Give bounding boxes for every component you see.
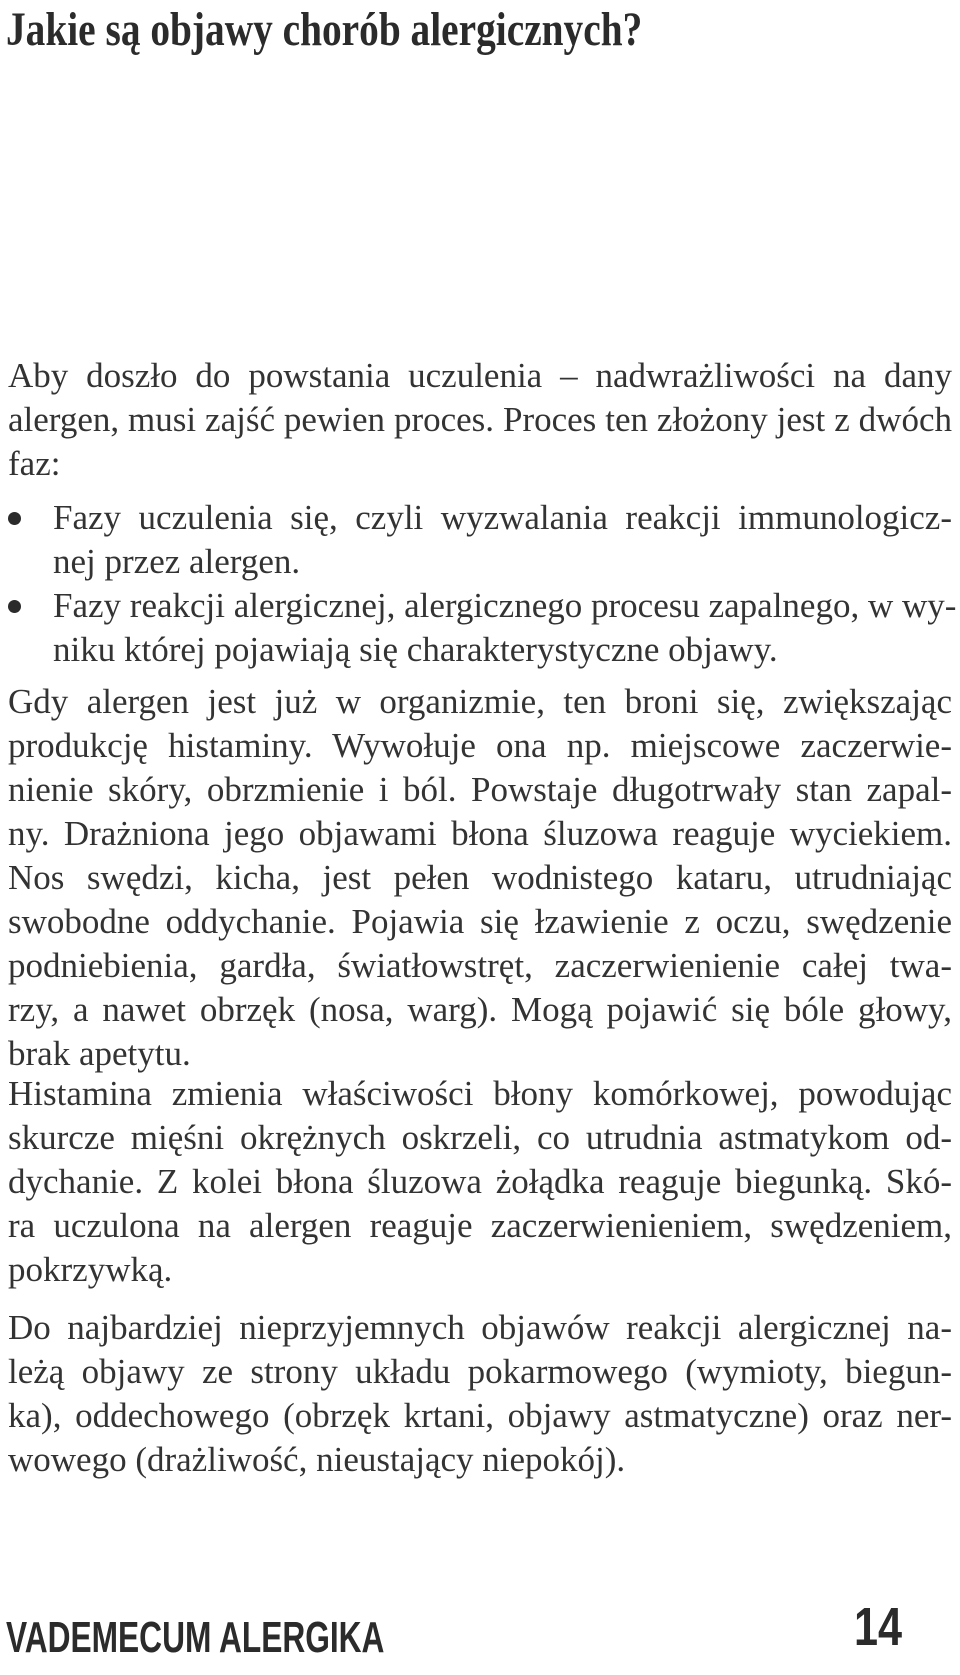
list-item — [8, 584, 957, 672]
histamine-paragraph — [8, 1072, 952, 1292]
bullet-icon — [8, 512, 21, 525]
footer-brand: VADEMECUM ALERGIKA — [6, 1613, 385, 1662]
text-line: Gdy alergen jest już w organizmie, ten broni się, zwiększając — [8, 682, 952, 721]
text-line: nienie skóry, obrzmienie i ból. Powstaje długotrwały stan zapal- — [8, 770, 952, 809]
text-line: leżą objawy ze strony układu pokarmowego (wymioty, biegun- — [8, 1352, 952, 1391]
text-line: rzy, a nawet obrzęk (nosa, warg). Mogą pojawić się bóle głowy, — [8, 990, 952, 1029]
symptoms-paragraph — [8, 680, 952, 1076]
list-item-text: Fazy uczulenia się, czyli wyzwalania reakcji immunologicz- — [53, 498, 952, 537]
text-line — [8, 584, 957, 628]
list-item-text: Fazy reakcji alergicznej, alergicznego procesu zapalnego, w wy- — [53, 586, 957, 625]
list-item — [8, 496, 952, 584]
text-line: brak apetytu. — [8, 1034, 191, 1073]
text-line — [8, 496, 952, 540]
text-line: skurcze mięśni okrężnych oskrzeli, co utrudnia astmatykom od- — [8, 1118, 952, 1157]
text-line: Histamina zmienia właściwości błony komórkowej, powodując — [8, 1074, 952, 1113]
page-title: Jakie są objawy chorób alergicznych? — [6, 3, 643, 56]
text-line: Nos swędzi, kicha, jest pełen wodnistego kataru, utrudniając — [8, 858, 952, 897]
text-line: pokrzywką. — [8, 1250, 173, 1289]
text-line: Aby doszło do powstania uczulenia – nadwrażliwości na dany — [8, 356, 952, 395]
text-line: alergen, musi zajść pewien proces. Proces ten złożony jest z dwóch — [8, 400, 952, 439]
text-line: ka), oddechowego (obrzęk krtani, objawy astmatyczne) oraz ner- — [8, 1396, 952, 1435]
text-line: Do najbardziej nieprzyjemnych objawów reakcji alergicznej na- — [8, 1308, 952, 1347]
list-item-text: niku której pojawiają się charakterystyczne objawy. — [53, 630, 778, 669]
text-line — [8, 540, 952, 584]
text-line: ra uczulona na alergen reaguje zaczerwienieniem, swędzeniem, — [8, 1206, 952, 1245]
phases-list — [8, 496, 957, 672]
text-line: podniebienia, gardła, światłowstręt, zaczerwienienie całej twa- — [8, 946, 952, 985]
text-line: swobodne oddychanie. Pojawia się łzawienie z oczu, swędzenie — [8, 902, 952, 941]
intro-paragraph — [8, 354, 952, 486]
text-line: wowego (drażliwość, nieustający niepokój). — [8, 1440, 626, 1479]
bullet-icon — [8, 600, 21, 613]
text-line: ny. Drażniona jego objawami błona śluzowa reaguje wyciekiem. — [8, 814, 952, 853]
text-line: faz: — [8, 444, 61, 483]
page-number: 14 — [853, 1597, 902, 1657]
worst-symptoms-paragraph — [8, 1306, 952, 1482]
text-line — [8, 628, 952, 672]
text-line: dychanie. Z kolei błona śluzowa żołądka reaguje biegunką. Skó- — [8, 1162, 952, 1201]
text-line: produkcję histaminy. Wywołuje ona np. miejscowe zaczerwie- — [8, 726, 952, 765]
list-item-text: nej przez alergen. — [53, 542, 301, 581]
